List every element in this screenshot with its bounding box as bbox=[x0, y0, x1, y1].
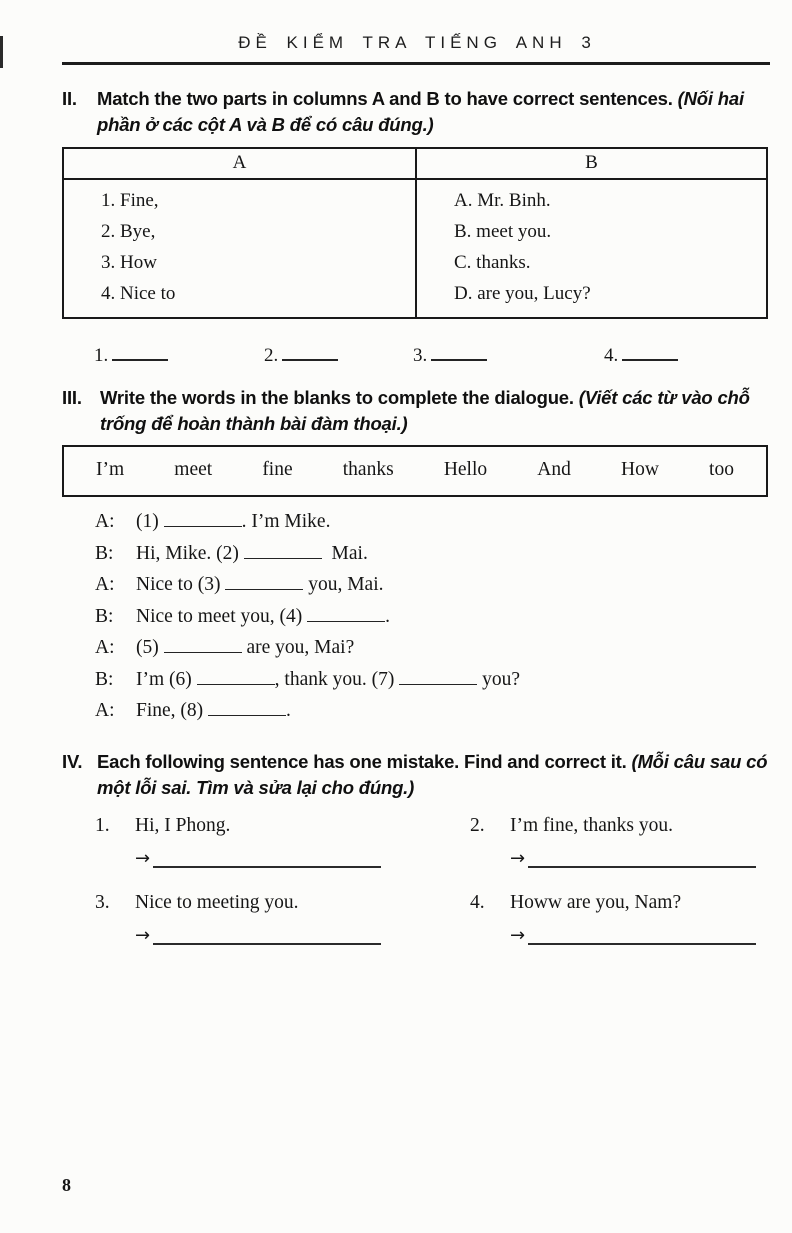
dialogue-speaker: B: bbox=[95, 542, 114, 564]
fix-answer-line bbox=[528, 937, 756, 945]
dialogue-line bbox=[95, 637, 792, 669]
fix-item-number: 3. bbox=[95, 891, 110, 913]
fix-item-sentence bbox=[95, 815, 470, 837]
fix-item-sentence bbox=[95, 892, 470, 914]
dialogue-line bbox=[95, 543, 792, 575]
dialogue-segment: Fine, (8) bbox=[136, 700, 209, 721]
dialogue-segment: . I’m Mike. bbox=[241, 511, 331, 532]
match-answers-row bbox=[0, 345, 792, 369]
fix-item-number: 1. bbox=[95, 814, 110, 836]
section-iii-title bbox=[100, 385, 776, 437]
dialogue-segment: Nice to (3) bbox=[136, 574, 226, 595]
answer-blank-line bbox=[431, 355, 487, 361]
answer-slot-label: 2. bbox=[264, 345, 279, 366]
fix-item-text: Howw are you, Nam? bbox=[510, 891, 682, 913]
match-table-col-b-body bbox=[417, 180, 766, 317]
dialogue-speaker: A: bbox=[95, 574, 115, 595]
dialogue-segment: Hi, Mike. (2) bbox=[136, 542, 244, 564]
dialogue-segment: Mai. bbox=[321, 542, 368, 564]
fix-item-sentence bbox=[470, 815, 768, 837]
fix-mistakes-grid bbox=[95, 815, 768, 945]
dialogue-text bbox=[136, 700, 291, 722]
table-cell-line: D. are you, Lucy? bbox=[454, 283, 591, 304]
dialogue-line bbox=[95, 574, 792, 606]
answer-blank-line bbox=[622, 355, 678, 361]
fix-item bbox=[95, 815, 470, 868]
fix-answer-line bbox=[528, 860, 756, 868]
answer-slot bbox=[264, 345, 338, 367]
arrow-icon: → bbox=[510, 847, 526, 869]
answer-blank-line bbox=[112, 355, 168, 361]
word-bank-box bbox=[62, 445, 768, 497]
dialogue-blank-line bbox=[164, 647, 242, 653]
fix-answer-line bbox=[153, 937, 381, 945]
fix-item bbox=[470, 815, 768, 868]
fix-item-sentence bbox=[470, 892, 768, 914]
dialogue-blank-line bbox=[244, 553, 322, 559]
table-cell-line: 3. How bbox=[101, 252, 157, 273]
fix-item-answer-row bbox=[470, 847, 768, 869]
word-bank-word: Hello bbox=[443, 459, 488, 480]
table-cell-line: B. meet you. bbox=[454, 221, 552, 242]
fix-item bbox=[470, 892, 768, 945]
match-table-col-a-body bbox=[64, 180, 417, 317]
scanned-worksheet-page bbox=[0, 33, 792, 1233]
dialogue-text bbox=[136, 669, 520, 691]
section-iv-title bbox=[97, 749, 776, 801]
dialogue-speaker: A: bbox=[95, 700, 115, 721]
answer-blank-line bbox=[282, 355, 338, 361]
section-iv-title-vi: (Mỗi câu sau có một lỗi sai. Tìm và sửa lại cho đúng.) bbox=[97, 750, 768, 798]
dialogue-line bbox=[95, 700, 792, 732]
fix-item-number: 2. bbox=[470, 814, 485, 836]
word-bank-word: fine bbox=[262, 459, 293, 480]
answer-slot bbox=[94, 345, 168, 367]
match-table-header-a: A bbox=[64, 149, 417, 180]
dialogue-text bbox=[136, 574, 384, 596]
dialogue-segment: you? bbox=[477, 668, 520, 690]
dialogue-segment: are you, Mai? bbox=[241, 637, 355, 658]
dialogue-text bbox=[136, 606, 390, 628]
answer-slot bbox=[604, 345, 678, 367]
dialogue-blank-line bbox=[208, 710, 286, 716]
table-cell-line: 4. Nice to bbox=[101, 283, 176, 304]
dialogue-blank-line bbox=[225, 584, 303, 590]
fix-item-text: Nice to meeting you. bbox=[135, 891, 299, 913]
fix-item-text: I’m fine, thanks you. bbox=[510, 814, 674, 836]
dialogue-segment: (5) bbox=[136, 637, 164, 658]
fix-answer-line bbox=[153, 860, 381, 868]
fix-item-answer-row bbox=[470, 924, 768, 946]
answer-slot-label: 4. bbox=[604, 345, 619, 366]
dialogue-text bbox=[136, 511, 330, 533]
dialogue-speaker: A: bbox=[95, 637, 115, 658]
dialogue-segment: (1) bbox=[136, 511, 164, 532]
arrow-icon: → bbox=[135, 924, 151, 946]
section-iv-numeral: IV. bbox=[62, 750, 83, 772]
word-bank-word: meet bbox=[174, 459, 213, 480]
dialogue-speaker: B: bbox=[95, 605, 114, 627]
dialogue-blank-line bbox=[197, 679, 275, 685]
section-ii-title bbox=[97, 86, 776, 138]
match-table-header-b: B bbox=[417, 149, 766, 180]
word-bank-word: too bbox=[709, 459, 734, 480]
dialogue-line bbox=[95, 669, 792, 701]
section-iii-numeral: III. bbox=[62, 387, 82, 408]
answer-slot-label: 3. bbox=[413, 345, 428, 366]
word-bank-word: I’m bbox=[96, 459, 125, 480]
table-cell-line: 2. Bye, bbox=[101, 221, 156, 242]
table-cell-line: 1. Fine, bbox=[101, 190, 159, 211]
scan-edge-artifact bbox=[0, 36, 3, 68]
dialogue-segment: I’m (6) bbox=[136, 668, 197, 690]
dialogue-segment: . bbox=[286, 700, 291, 721]
dialogue-block bbox=[95, 511, 792, 732]
section-ii-title-vi: (Nối hai phần ở các cột A và B để có câu đúng.) bbox=[97, 88, 744, 135]
dialogue-speaker: B: bbox=[95, 668, 114, 690]
section-ii-title-en: Match the two parts in columns A and B to have correct sentences. bbox=[97, 88, 678, 109]
dialogue-segment: . bbox=[385, 605, 390, 627]
dialogue-line bbox=[95, 606, 792, 638]
word-bank-word: And bbox=[537, 459, 571, 480]
fix-item-answer-row bbox=[95, 924, 470, 946]
dialogue-blank-line bbox=[399, 679, 477, 685]
section-iii-title-en: Write the words in the blanks to complete the dialogue. bbox=[100, 387, 579, 408]
fix-item-text: Hi, I Phong. bbox=[135, 814, 231, 836]
section-iv-title-en: Each following sentence has one mistake. Find and correct it. bbox=[97, 750, 632, 772]
section-iii-title-vi: (Viết các từ vào chỗ trống để hoàn thành bài đàm thoại.) bbox=[100, 387, 750, 434]
dialogue-blank-line bbox=[307, 616, 385, 622]
word-bank-word: thanks bbox=[342, 459, 394, 480]
book-header-title: ĐỀ KIỂM TRA TIẾNG ANH 3 bbox=[238, 33, 596, 52]
dialogue-blank-line bbox=[164, 521, 242, 527]
header-divider bbox=[62, 62, 770, 65]
dialogue-segment: you, Mai. bbox=[303, 574, 384, 595]
page-number: 8 bbox=[62, 1175, 71, 1195]
dialogue-segment: Nice to meet you, (4) bbox=[136, 605, 308, 627]
arrow-icon: → bbox=[135, 847, 151, 869]
answer-slot bbox=[413, 345, 487, 367]
answer-slot-label: 1. bbox=[94, 345, 109, 366]
section-iii-heading bbox=[62, 385, 776, 437]
fix-item-answer-row bbox=[95, 847, 470, 869]
dialogue-text bbox=[136, 543, 368, 565]
word-bank-word: How bbox=[620, 459, 659, 480]
section-ii-numeral: II. bbox=[62, 88, 77, 109]
section-ii-heading bbox=[62, 86, 776, 138]
section-iv-heading bbox=[62, 749, 776, 801]
dialogue-segment: , thank you. (7) bbox=[274, 668, 400, 690]
table-cell-line: C. thanks. bbox=[454, 252, 531, 273]
dialogue-line bbox=[95, 511, 792, 543]
dialogue-speaker: A: bbox=[95, 511, 115, 532]
table-cell-line: A. Mr. Binh. bbox=[454, 190, 551, 211]
arrow-icon: → bbox=[510, 924, 526, 946]
fix-item-number: 4. bbox=[470, 891, 485, 913]
fix-item bbox=[95, 892, 470, 945]
match-table bbox=[62, 147, 768, 319]
dialogue-text bbox=[136, 637, 354, 659]
